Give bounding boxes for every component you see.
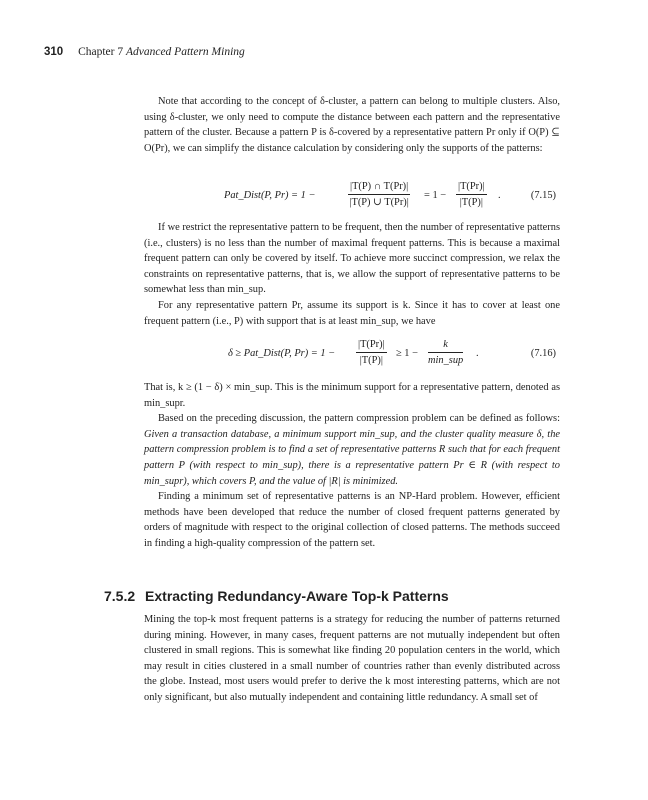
page-header [44, 46, 245, 58]
paragraph-restrict-frequent [144, 220, 560, 329]
equation-7-15 [144, 180, 560, 216]
section-title: Extracting Redundancy-Aware Top-k Patterns [145, 588, 449, 604]
equation-7-16 [144, 338, 560, 374]
section-number: 7.5.2 [104, 588, 136, 604]
definition-intro: Based on the preceding discussion, the pattern compression problem can be defined as follows: [158, 413, 560, 425]
equation-end: . [498, 190, 501, 201]
equation-number: (7.16) [530, 348, 556, 359]
section-heading [104, 588, 449, 604]
page-number: 310 [44, 46, 64, 58]
paragraph-text: Finding a minimum set of representative patterns is an NP-Hard problem. However, efficient methods have been developed that reduce the number of closed frequent patterns generated by orders of magnitude with respect to the original collection of closed patterns. The methods succeed in finding a high-quality compression of the pattern set. [144, 491, 560, 549]
paragraph-delta-cluster [144, 94, 560, 156]
chapter-label: Chapter 7 [78, 46, 124, 58]
paragraph-text: Mining the top-k most frequent patterns is a strategy for reducing the number of patterns returned during mining. However, in many cases, frequent patterns are not mutually independent but often clustered in small regions. This is somewhat like finding 20 population centers in the world, which may result in cities clustered in a small number of countries rather than evenly distributed across the globe. Instead, most users would prefer to derive the k most interesting patterns, which are not only significant, but also mutually independent and containing little redundancy. A small set of [144, 614, 560, 703]
fraction-denominator: |T(P)| [359, 355, 383, 366]
equation-lhs: δ ≥ Pat_Dist(P, Pr) = 1 − [228, 348, 336, 359]
equation-lhs: Pat_Dist(P, Pr) = 1 − [224, 190, 316, 201]
equation-middle: ≥ 1 − [396, 348, 418, 359]
fraction-numerator: |T(Pr)| [356, 338, 387, 353]
definition-statement: Given a transaction database, a minimum support min_sup, and the cluster quality measure δ, the pattern compression problem is to find a set of representative patterns R such that for each frequent pattern P (with respect to min_sup), there is a representative pattern Pr ∈ R (with respect to min_supr), which covers P, and the value of |R| is minimized. [144, 428, 560, 487]
fraction-numerator: k [428, 338, 463, 353]
equation-middle: = 1 − [424, 190, 447, 201]
paragraph-text: For any representative pattern Pr, assume its support is k. Since it has to cover at least one frequent pattern (i.e., P) with support that is at least min_sup, we have [144, 299, 560, 327]
paragraph-problem-definition [144, 380, 560, 552]
paragraph-top-k [144, 612, 560, 706]
fraction-numerator: |T(P) ∩ T(Pr)| [348, 180, 410, 195]
equation-fraction [456, 180, 487, 209]
equation-fraction [428, 338, 463, 367]
paragraph-text: If we restrict the representative pattern to be frequent, then the number of representative patterns (i.e., clusters) is no less than the number of maximal frequent patterns. This is because a maximal frequent pattern can only be covered by itself. To achieve more succinct compression, we relax the constraints on representative patterns, that is, we allow the support of representative patterns to be somewhat less than min_sup. [144, 222, 560, 296]
equation-number: (7.15) [530, 190, 556, 201]
chapter-title: Advanced Pattern Mining [125, 46, 245, 58]
paragraph-definition [144, 411, 560, 489]
equation-fraction [348, 180, 410, 209]
fraction-denominator: |T(P)| [459, 197, 483, 208]
equation-fraction [356, 338, 387, 367]
fraction-numerator: |T(Pr)| [456, 180, 487, 195]
fraction-denominator: |T(P) ∪ T(Pr)| [349, 197, 409, 208]
paragraph-text: That is, k ≥ (1 − δ) × min_sup. This is the minimum support for a representative pattern, denoted as min_supr. [144, 382, 560, 409]
equation-end: . [476, 348, 479, 359]
paragraph-text: Note that according to the concept of δ-cluster, a pattern can belong to multiple clusters. Also, using δ-cluster, we only need to compute the distance between each pattern and the representative pattern of the cluster. Because a pattern P is δ-covered by a representative pattern Pr only if O(P) ⊆ O(Pr), we can simplify the distance calculation by considering only the supports of the patterns: [144, 96, 560, 154]
fraction-denominator: min_sup [428, 355, 464, 366]
